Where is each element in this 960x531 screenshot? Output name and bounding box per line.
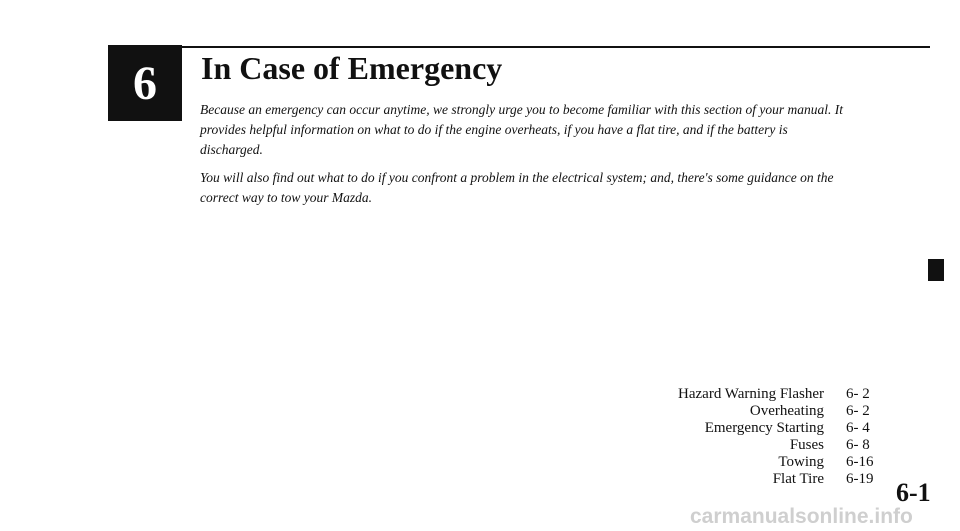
page-number: 6-1 [896, 478, 931, 507]
toc-item-label: Overheating [749, 403, 824, 419]
toc-row[interactable] [600, 471, 900, 488]
toc-item-label: Towing [778, 454, 824, 470]
watermark: carmanualsonline.info [690, 505, 913, 528]
toc-item-page: 6- 2 [846, 403, 870, 419]
page-title: In Case of Emergency [201, 50, 503, 86]
toc-row[interactable] [600, 454, 900, 471]
intro-paragraph-2: You will also find out what to do if you confront a problem in the electrical system; and, there's some guidance on the correct way to tow your Mazda. [200, 170, 834, 205]
toc-item-label: Fuses [789, 437, 824, 453]
toc-row[interactable] [600, 420, 900, 437]
header-rule [182, 46, 930, 48]
toc-item-label: Hazard Warning Flasher [678, 386, 824, 402]
toc-row[interactable] [600, 437, 900, 454]
table-of-contents [600, 386, 900, 488]
toc-item-label: Flat Tire [772, 471, 824, 487]
toc-item-page: 6-16 [846, 454, 874, 470]
intro-paragraph-1: Because an emergency can occur anytime, we strongly urge you to become familiar with this section of your manual. It provides helpful information on what to do if the engine overheats, if you have a flat tire, and if the battery is discharged. [200, 102, 843, 157]
chapter-number: 6 [133, 56, 157, 110]
toc-item-page: 6- 8 [846, 437, 870, 453]
toc-item-page: 6- 4 [846, 420, 870, 436]
section-tab-marker [928, 259, 944, 281]
toc-item-page: 6- 2 [846, 386, 870, 402]
chapter-number-block [108, 45, 182, 121]
toc-item-label: Emergency Starting [704, 420, 824, 436]
toc-row[interactable] [600, 403, 900, 420]
toc-item-page: 6-19 [846, 471, 874, 487]
toc-row[interactable] [600, 386, 900, 403]
